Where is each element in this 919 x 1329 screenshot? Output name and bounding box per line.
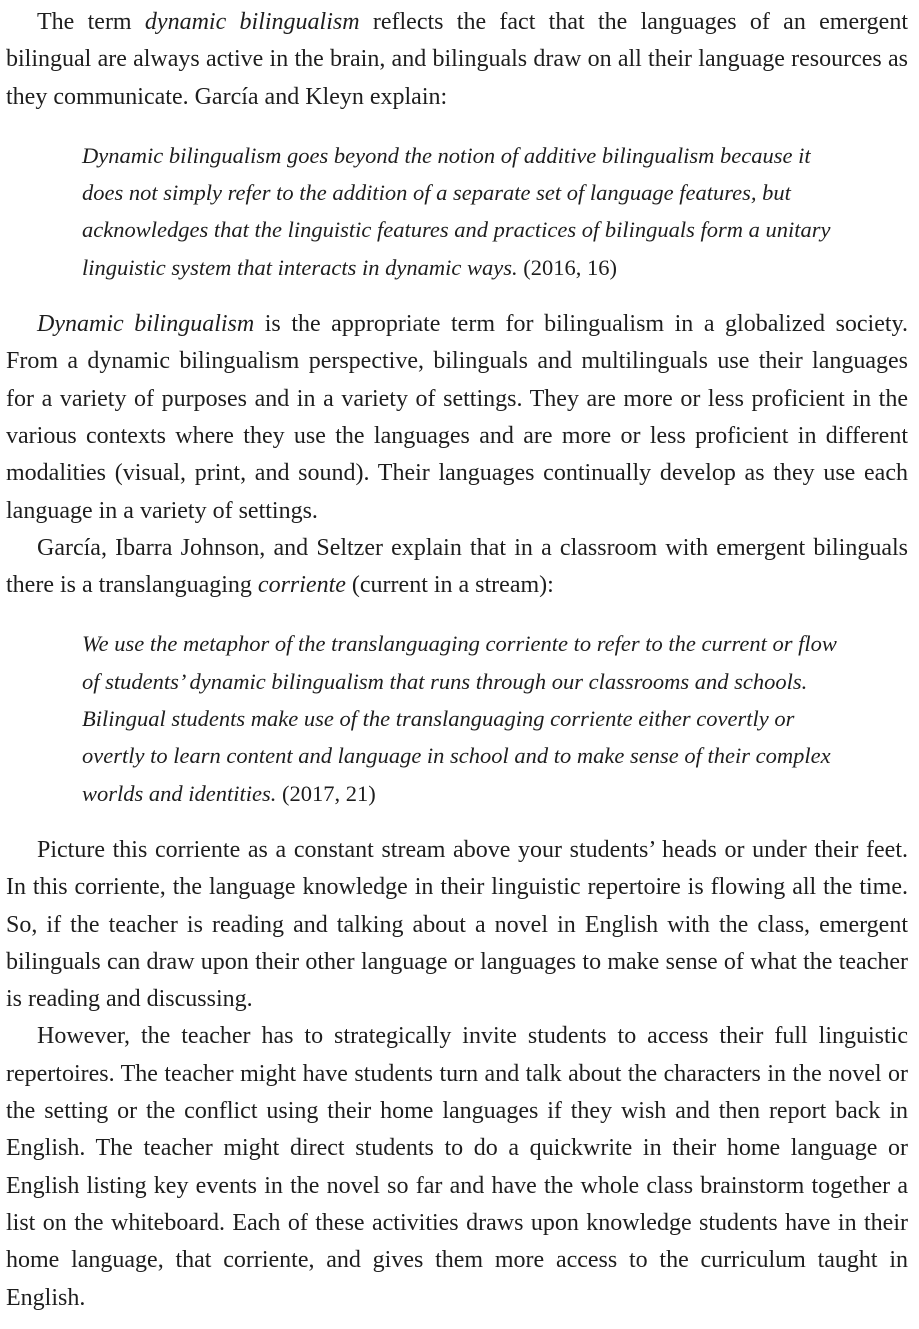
block-quote-garcia-kleyn (6, 137, 842, 286)
text-run: reflects the fact that the languages of an emergent bilingual are always active in the brain, and bilinguals draw on all their language resources as they communicate. García and Kleyn explain: (6, 9, 908, 110)
document-page (6, 4, 908, 1317)
paragraph-picture-corriente: Picture this corriente as a constant stream above your students’ heads or under their feet. In this corriente, the language knowledge in their linguistic repertoire is flowing all the time. So, if the teacher is reading and talking about a novel in English with the class, emergent bilinguals can draw upon their other language or languages to make sense of what the teacher is reading and discussing. (6, 836, 908, 1013)
quote-text: We use the metaphor of the translanguaging corriente to refer to the current or flow of students’ dynamic bilingualism that runs through our classrooms and schools. Bilingual students make use of the translanguaging corriente either covertly or overtly to learn content and language in school and to make sense of their complex worlds and identities. (82, 631, 837, 806)
quote-citation: (2016, 16) (523, 254, 617, 280)
quote-text: Dynamic bilingualism goes beyond the notion of additive bilingualism because it does not simply refer to the addition of a separate set of language features, but acknowledges that the linguistic features and practices of bilinguals form a unitary linguistic system that interacts in dynamic ways. (82, 142, 831, 280)
quote-citation: (2017, 21) (282, 780, 376, 806)
italic-term: dynamic bilingualism (144, 9, 360, 35)
italic-term: corriente (257, 572, 346, 599)
paragraph-translanguaging-corriente (6, 530, 908, 605)
text-run: is the appropriate term for bilingualism in a globalized society. From a dynamic bilingualism perspective, bilinguals and multilinguals use their languages for a variety of purposes and in a variety of settings. They are more or less proficient in the various contexts where they use the languages and are more or less proficient in different modalities (visual, print, and sound). Their languages continually develop as they use each language in a variety of settings. (6, 311, 908, 524)
block-quote-garcia-ibarra-seltzer (6, 625, 842, 811)
paragraph-dynamic-bilingualism-intro (6, 4, 908, 116)
paragraph-globalized-society (6, 306, 908, 530)
italic-term: Dynamic bilingualism (37, 311, 255, 338)
text-run: The term (37, 9, 145, 35)
text-run: (current in a stream): (345, 572, 554, 599)
text-run: García, Ibarra Johnson, and Seltzer explain that in a classroom with emergent bilinguals there is a translanguaging (6, 534, 908, 599)
paragraph-teacher-strategies: However, the teacher has to strategically invite students to access their full linguistic repertoires. The teacher might have students turn and talk about the characters in the novel or the setting or the conflict using their home languages if they wish and then report back in English. The teacher might direct students to do a quickwrite in their home language or English listing key events in the novel so far and have the whole class brainstorm together a list on the whiteboard. Each of these activities draws upon knowledge students have in their home language, that corriente, and gives them more access to the curriculum taught in English. (6, 1023, 908, 1311)
